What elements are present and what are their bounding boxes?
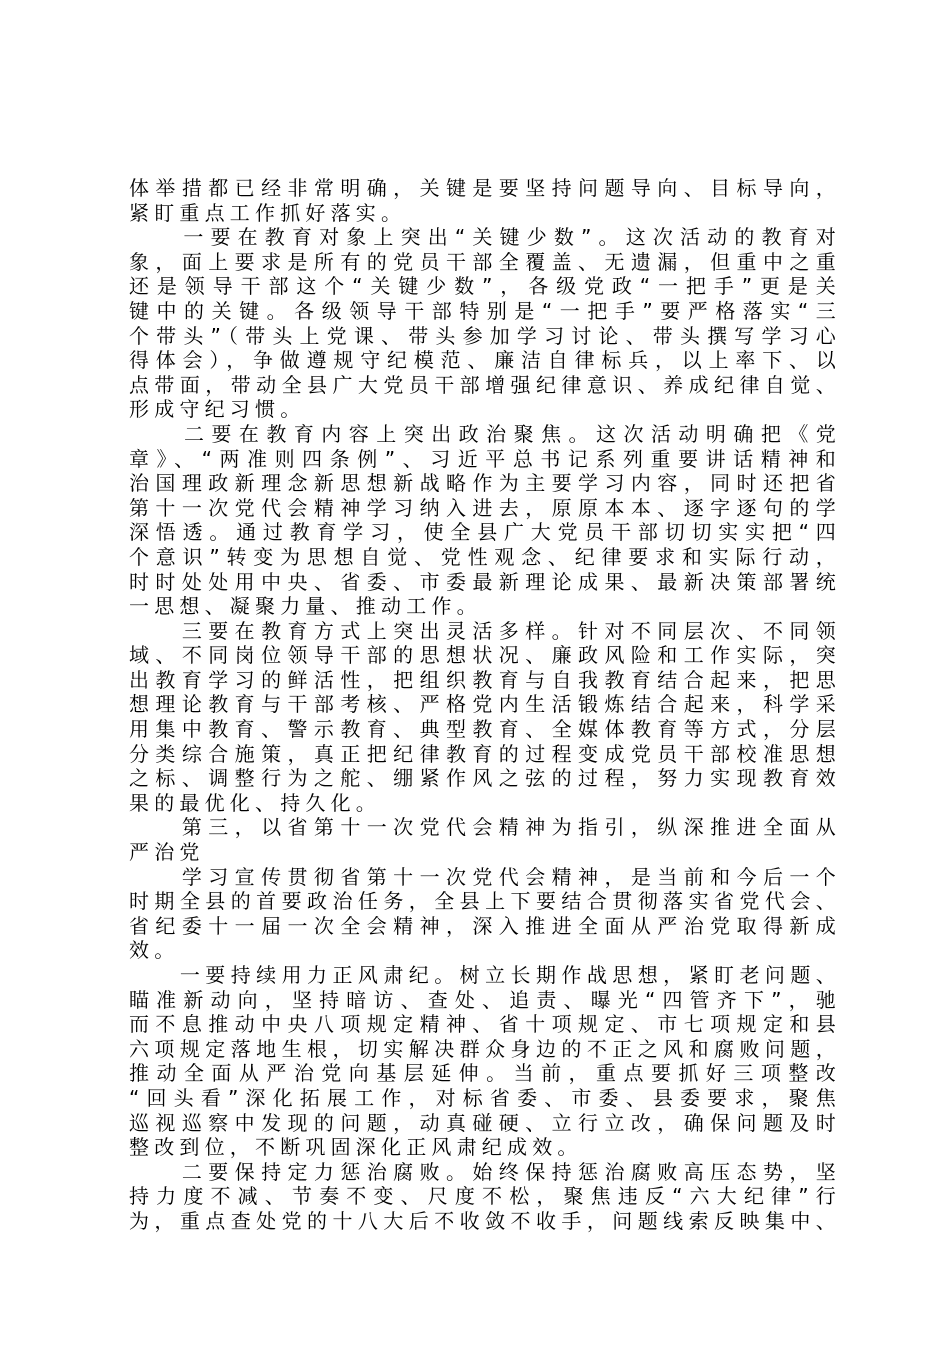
text-line: 用集中教育、警示教育、典型教育、全媒体教育等方式，分层 bbox=[129, 717, 841, 742]
text-line: 章》、“两准则四条例”、习近平总书记系列重要讲话精神和 bbox=[129, 446, 841, 471]
text-line: 严治党 bbox=[129, 840, 205, 865]
text-line: 个意识”转变为思想自觉、党性观念、纪律要求和实际行动， bbox=[129, 544, 841, 569]
text-line: 省纪委十一届一次全会精神，深入推进全面从严治党取得新成 bbox=[129, 913, 841, 938]
text-line: 整改到位，不断巩固深化正风肃纪成效。 bbox=[129, 1135, 583, 1160]
text-line: 点带面，带动全县广大党员干部增强纪律意识、养成纪律自觉、 bbox=[129, 372, 841, 397]
text-line: 紧盯重点工作抓好落实。 bbox=[129, 200, 407, 225]
text-line: 之标、调整行为之舵、绷紧作风之弦的过程，努力实现教育效 bbox=[129, 766, 841, 791]
text-line: 还是领导干部这个“关键少数”，各级党政“一把手”更是关 bbox=[129, 274, 841, 299]
text-line: 而不息推动中央八项规定精神、省十项规定、市七项规定和县 bbox=[129, 1012, 841, 1037]
text-line: 时期全县的首要政治任务，全县上下要结合贯彻落实省党代会、 bbox=[129, 889, 841, 914]
text-line: 效。 bbox=[129, 938, 180, 963]
text-line: 时时处处用中央、省委、市委最新理论成果、最新决策部署统 bbox=[129, 569, 841, 594]
text-line: 第十一次党代会精神学习纳入进去，原原本本、逐字逐句的学 bbox=[129, 495, 841, 520]
text-line: 果的最优化、持久化。 bbox=[129, 790, 381, 815]
text-line: 形成守纪习惯。 bbox=[129, 397, 306, 422]
text-line: 域、不同岗位领导干部的思想状况、廉政风险和工作实际，突 bbox=[129, 643, 841, 668]
text-line: 得体会），争做遵规守纪模范、廉洁自律标兵，以上率下、以 bbox=[129, 348, 841, 373]
text-line: 瞄准新动向，坚持暗访、查处、追责、曝光“四管齐下”，驰 bbox=[129, 987, 841, 1012]
text-line: 三要在教育方式上突出灵活多样。针对不同层次、不同领 bbox=[129, 618, 841, 643]
text-line: 治国理政新理念新思想新战略作为主要学习内容，同时还把省 bbox=[129, 471, 841, 496]
text-line: 深悟透。通过教育学习，使全县广大党员干部切切实实把“四 bbox=[129, 520, 841, 545]
text-line: 推动全面从严治党向基层延伸。当前，重点要抓好三项整改 bbox=[129, 1061, 841, 1086]
text-line: 象，面上要求是所有的党员干部全覆盖、无遗漏，但重中之重 bbox=[129, 249, 841, 274]
text-line: 键中的关键。各级领导干部特别是“一把手”要严格落实“三 bbox=[129, 298, 841, 323]
text-line: 第三，以省第十一次党代会精神为指引，纵深推进全面从 bbox=[129, 815, 841, 840]
text-line: 学习宣传贯彻省第十一次党代会精神，是当前和今后一个 bbox=[129, 864, 841, 889]
text-line: 想理论教育与干部考核、严格党内生活锻炼结合起来，科学采 bbox=[129, 692, 841, 717]
text-line: 六项规定落地生根，切实解决群众身边的不正之风和腐败问题， bbox=[129, 1036, 841, 1061]
text-line: “回头看”深化拓展工作，对标省委、市委、县委要求，聚焦 bbox=[129, 1085, 841, 1110]
text-line: 一思想、凝聚力量、推动工作。 bbox=[129, 594, 482, 619]
text-line: 持力度不减、节奏不变、尺度不松，聚焦违反“六大纪律”行 bbox=[129, 1184, 841, 1209]
text-line: 体举措都已经非常明确，关键是要坚持问题导向、目标导向， bbox=[129, 176, 841, 200]
text-line: 个带头”（带头上党课、带头参加学习讨论、带头撰写学习心 bbox=[129, 323, 841, 348]
text-line: 出教育学习的鲜活性，把组织教育与自我教育结合起来，把思 bbox=[129, 667, 841, 692]
document-body bbox=[129, 176, 841, 1234]
text-line: 巡视巡察中发现的问题，动真碰硬、立行立改，确保问题及时 bbox=[129, 1110, 841, 1135]
text-line: 为，重点查处党的十八大后不收敛不收手，问题线索反映集中、 bbox=[129, 1208, 841, 1233]
text-line: 一要在教育对象上突出“关键少数”。这次活动的教育对 bbox=[129, 225, 841, 250]
text-line: 二要保持定力惩治腐败。始终保持惩治腐败高压态势，坚 bbox=[129, 1159, 841, 1184]
text-line: 分类综合施策，真正把纪律教育的过程变成党员干部校准思想 bbox=[129, 741, 841, 766]
text-line: 二要在教育内容上突出政治聚焦。这次活动明确把《党 bbox=[129, 421, 841, 446]
text-line: 一要持续用力正风肃纪。树立长期作战思想，紧盯老问题、 bbox=[129, 963, 841, 987]
